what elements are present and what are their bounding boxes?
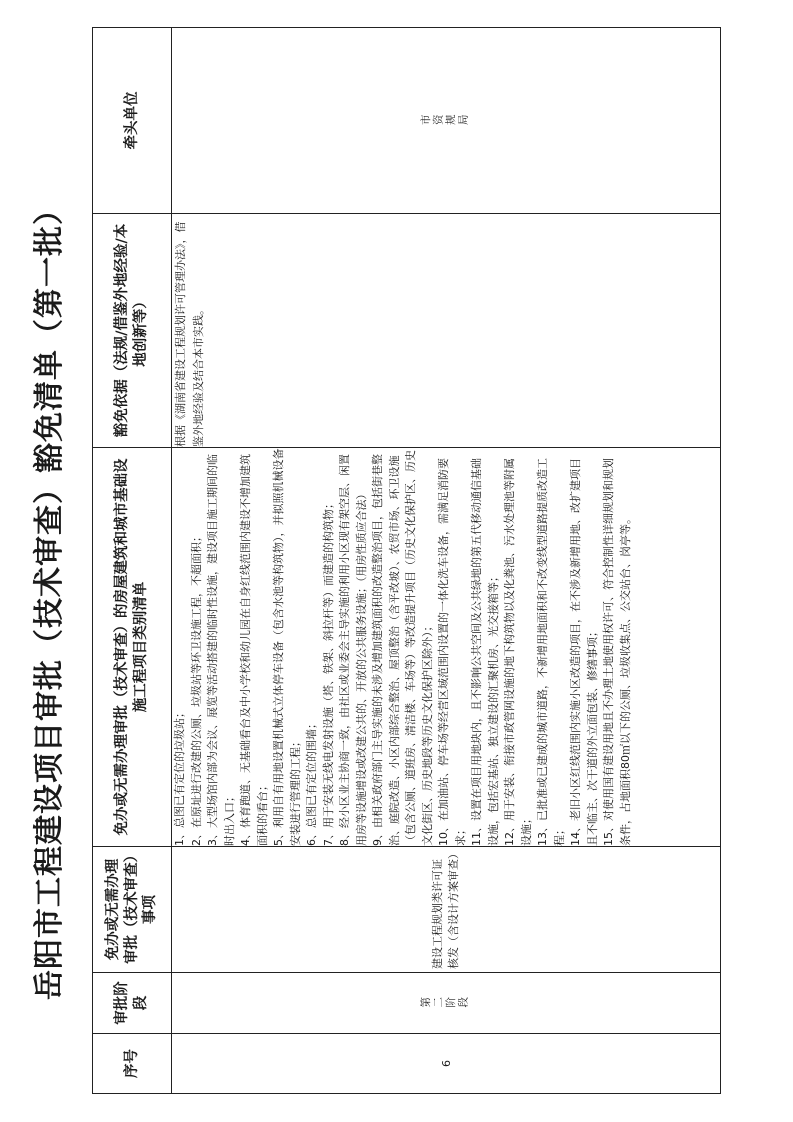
row-dept: 市资规局 [419,114,470,127]
scope-item: 9、由相关政府部门主导实施的未涉及增加建筑面积的改造整治项目，包括街巷整治、庭院改造、小区内部综合整治、屋顶整治（含平改坡）、农贸市场、环卫设施（包含公厕、道班房、清洁楼、车场等）等改造提升项目（历史文化保护区、历史文化街区、历史地段等历史文化保护区除外）； [371,450,434,846]
scope-item: 4、体育跑道、无基础看台及中小学校和幼儿园在自身红线范围内建设不增加建筑面积的看台； [239,454,269,846]
row-item-cell [172,847,721,973]
row-no: 6 [172,1034,721,1094]
scope-item: 5、利用自有用地设置机械式立体停车设备（包含水池等构筑物），并拟照机械设备安装进行管理的工程； [272,448,302,846]
header-basis: 豁免依据（法规/借鉴外地经验/本地创新等） [93,214,172,448]
header-item: 免办或无需办理审批（技术审查）事项 [93,847,172,973]
exemption-table [92,27,721,1094]
header-scope: 免办或无需办理审批（技术审查）的房屋建筑和城市基础设施工程项目类别清单 [93,448,172,847]
row-basis: 根据《湖南省建设工程规划许可管理办法》，借鉴外地经验及结合本市实践。 [172,214,721,448]
row-stage: 第二阶段 [419,996,470,1009]
scope-item: 6、总图已有定位的围墙； [305,718,318,846]
header-no: 序号 [93,1034,172,1094]
scope-item: 1、总图已有定位的垃圾站； [173,707,186,846]
scope-item: 13、已批准或已建成的城市道路，不新增用地面积和不改变线型道路提质改造工程； [536,458,566,846]
document-title: 岳阳市工程建设项目审批（技术审查）豁免清单（第一批） [32,194,67,1000]
scope-item: 8、经小区业主协商一致，由社区或业委会主导实施的利用小区现有架空层、闲置用房等设施增设或改建公共的、开放的公共服务设施；（用房性质应合法） [338,454,368,846]
scope-item: 10、在加油站、停车场等经营区域范围内设置的一体化洗车设备，需满足消防要求； [437,458,467,846]
scope-item: 11、设置在项目用地块内，且不影响公共空间及公共绿地的第五代移动通信基础设施，包括宏基站、独立建设的汇聚机房、光交接箱等； [470,458,500,846]
scope-item: 7、用于安装无线电发射设施（塔、铁架、斜拉杆等）而建造的构筑物； [321,498,335,846]
row-stage-cell [172,973,721,1034]
row-dept-cell [172,28,721,214]
row-scope [172,448,721,847]
scope-item: 2、在原址进行改建的公厕、垃圾站等环卫设施工程，不超面积； [189,531,203,846]
scope-item: 12、用于安装、衔接市政管网设施的地下构筑物以及化粪池、污水处理池等附属设施； [503,458,533,846]
scope-item: 3、大型场馆内部为会议、展览等活动搭建的临时性设施，建设项目施工期间的临时出入口； [206,454,236,846]
scope-item: 15、对使用国有建设用地且不办理土地使用权许可、符合控制性详细规划和规划条件，占地面积80㎡以下的公厕、垃圾收集点、公交站台、岗亭等。 [602,458,632,846]
header-stage: 审批阶段 [93,973,172,1034]
scope-item: 14、老旧小区红线范围内实施小区改造的项目，在不涉及新增用地、改扩建项目且不临主、次干道的外立面包装、修缮事项； [569,458,599,846]
table-header-row [93,28,172,1094]
row-item: 建设工程规划类许可证核发（含设计方案审查） [431,848,460,969]
table-row [172,28,721,1094]
header-dept: 牵头单位 [93,28,172,214]
